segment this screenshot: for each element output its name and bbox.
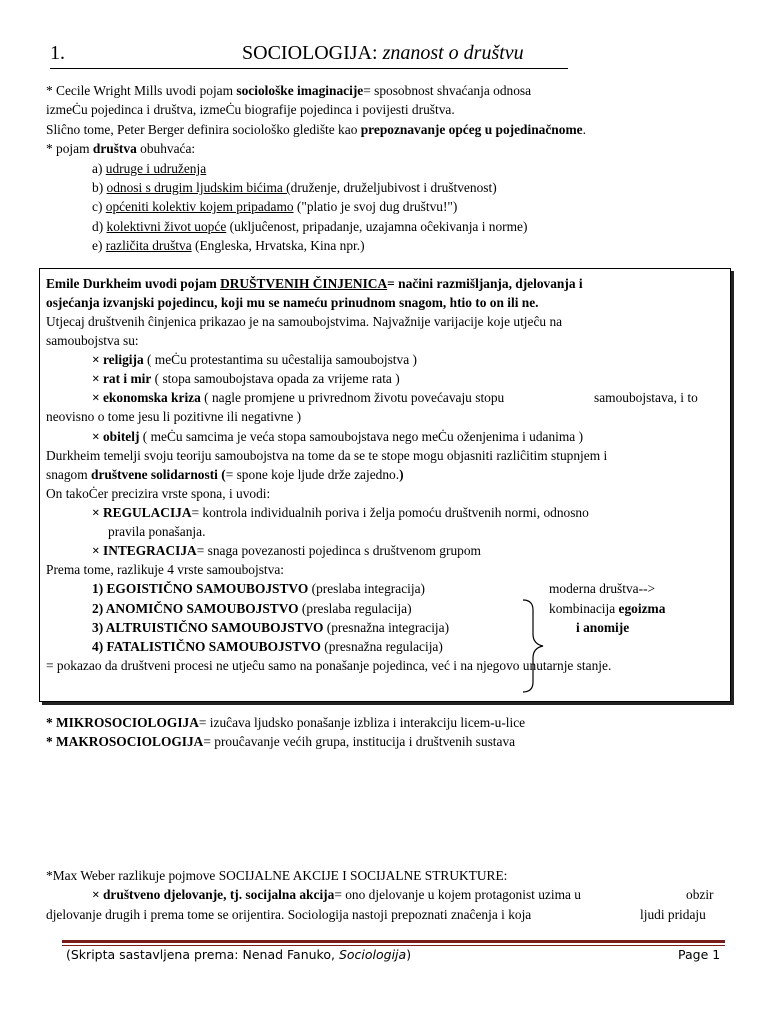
regulation-line: × REGULACIJA= kontrola individualnih poriva i želja pomoću društvenih normi, odnosno	[92, 505, 589, 520]
list-item: c) općeniti kolektiv kojem pripadamo ("platio je svoj dug društvu!")	[92, 199, 458, 214]
page-number: Page 1	[678, 947, 721, 962]
footer-rule	[62, 940, 725, 943]
box-durkheim-1: Durkheim temelji svoju teoriju samoubojstva na tome da se te stope mogu objasniti razliĉitim stupnjem i	[46, 448, 608, 463]
brace-icon	[519, 598, 547, 694]
list-item: e) različita društva (Engleska, Hrvatska, Kina npr.)	[92, 238, 365, 253]
box-line-1: Emile Durkheim uvodi pojam DRUŠTVENIH ČINJENICA= načini razmišljanja, djelovanja i	[46, 276, 583, 291]
factor-family: × obitelj ( meĊu samcima je veća stopa samoubojstava nego meĊu oženjenima i udanima )	[92, 429, 584, 444]
weber-social-action-cont: obzir	[686, 887, 714, 902]
weber-social-action: × društveno djelovanje, tj. socijalna akcija= ono djelovanje u kojem protagonist uzima u	[92, 887, 582, 902]
chapter-number: 1.	[50, 42, 65, 64]
suicide-type-egoistic: 1) EGOISTIČNO SAMOUBOJSTVO (preslaba integracija)	[92, 581, 425, 596]
weber-line-3: djelovanje drugih i prema tome se orijentira. Sociologija nastoji prepoznati znaĉenja i koja	[46, 907, 532, 922]
list-item: d) kolektivni život uopće (ukljuĉenost, pripadanje, uzajamna oĉekivanja i norme)	[92, 219, 528, 234]
footer-rule-thin	[62, 945, 725, 946]
box-line-4: samoubojstva su:	[46, 333, 139, 348]
factor-religion: × religija ( meĊu protestantima su uĉestalija samoubojstva )	[92, 352, 417, 367]
modern-societies-note: moderna društva-->	[549, 581, 656, 596]
suicide-type-altruistic: 3) ALTRUISTIČNO SAMOUBOJSTVO (presnažna integracija)	[92, 620, 450, 635]
chapter-title: SOCIOLOGIJA: znanost o društvu	[242, 42, 524, 64]
integration-line: × INTEGRACIJA= snaga povezanosti pojedinca s društvenom grupom	[92, 543, 481, 558]
chapter-subtitle: znanost o društvu	[382, 42, 524, 64]
box-line-2: osjećanja izvanjski pojedincu, koji mu se nameću prinudnom snagom, htio to on ili ne.	[46, 295, 539, 310]
factor-war: × rat i mir ( stopa samoubojstava opada za vrijeme rata )	[92, 371, 400, 386]
combination-note: kombinacija egoizma	[549, 601, 666, 616]
box-durkheim-3: On takoĊer precizira vrste spona, i uvodi:	[46, 486, 271, 501]
weber-intro: *Max Weber razlikuje pojmove SOCIJALNE AKCIJE I SOCIJALNE STRUKTURE:	[46, 868, 508, 883]
factor-economic-crisis: × ekonomska kriza ( nagle promjene u privrednom životu povećavaju stopu	[92, 390, 505, 405]
list-item: b) odnosi s drugim ljudskim bićima (druženje, druželjubivost i društvenost)	[92, 180, 497, 195]
intro-line-1: * Cecile Wright Mills uvodi pojam sociološke imaginacije= sposobnost shvaćanja odnosa	[46, 83, 532, 98]
intro-line-3: Sliĉno tome, Peter Berger definira sociološko gledište kao prepoznavanje općeg u pojedinačnome.	[46, 122, 586, 137]
intro-line-4: * pojam društva obuhvaća:	[46, 141, 196, 156]
box-conclusion: = pokazao da društveni procesi ne utjeĉu samo na ponašanje pojedinca, već i na njegovo unutarnje stanje.	[46, 658, 612, 673]
microsociology-definition: * MIKROSOCIOLOGIJA= izuĉava ljudsko ponašanje izbliza i interakciju licem-u-lice	[46, 715, 526, 730]
title-underline	[50, 68, 568, 69]
weber-line-3-cont: ljudi pridaju	[640, 907, 706, 922]
footer-source: (Skripta sastavljena prema: Nenad Fanuko, Sociologija)	[66, 947, 412, 962]
intro-line-2: izmeĊu pojedinca i društva, izmeĊu biografije pojedinca i povijesti društva.	[46, 102, 455, 117]
suicide-types-intro: Prema tome, razlikuje 4 vrste samoubojstva:	[46, 562, 284, 577]
factor-economic-crisis-cont: samoubojstava, i to	[594, 390, 698, 405]
box-line-3: Utjecaj društvenih ĉinjenica prikazao je na samoubojstvima. Najvažnije varijacije koje utjeĉu na	[46, 314, 563, 329]
list-item: a) udruge i udruženja	[92, 161, 207, 176]
combination-note-2: i anomije	[576, 620, 630, 635]
suicide-type-fatalistic: 4) FATALISTIČNO SAMOUBOJSTVO (presnažna regulacija)	[92, 639, 443, 654]
regulation-line-2: pravila ponašanja.	[108, 524, 206, 539]
macrosociology-definition: * MAKROSOCIOLOGIJA= prouĉavanje većih grupa, institucija i društvenih sustava	[46, 734, 516, 749]
factor-economic-crisis-line2: neovisno o tome jesu li pozitivne ili negativne )	[46, 409, 302, 424]
box-durkheim-2: snagom društvene solidarnosti (= spone koje ljude drže zajedno.)	[46, 467, 404, 482]
suicide-type-anomic: 2) ANOMIČNO SAMOUBOJSTVO (preslaba regulacija)	[92, 601, 412, 616]
